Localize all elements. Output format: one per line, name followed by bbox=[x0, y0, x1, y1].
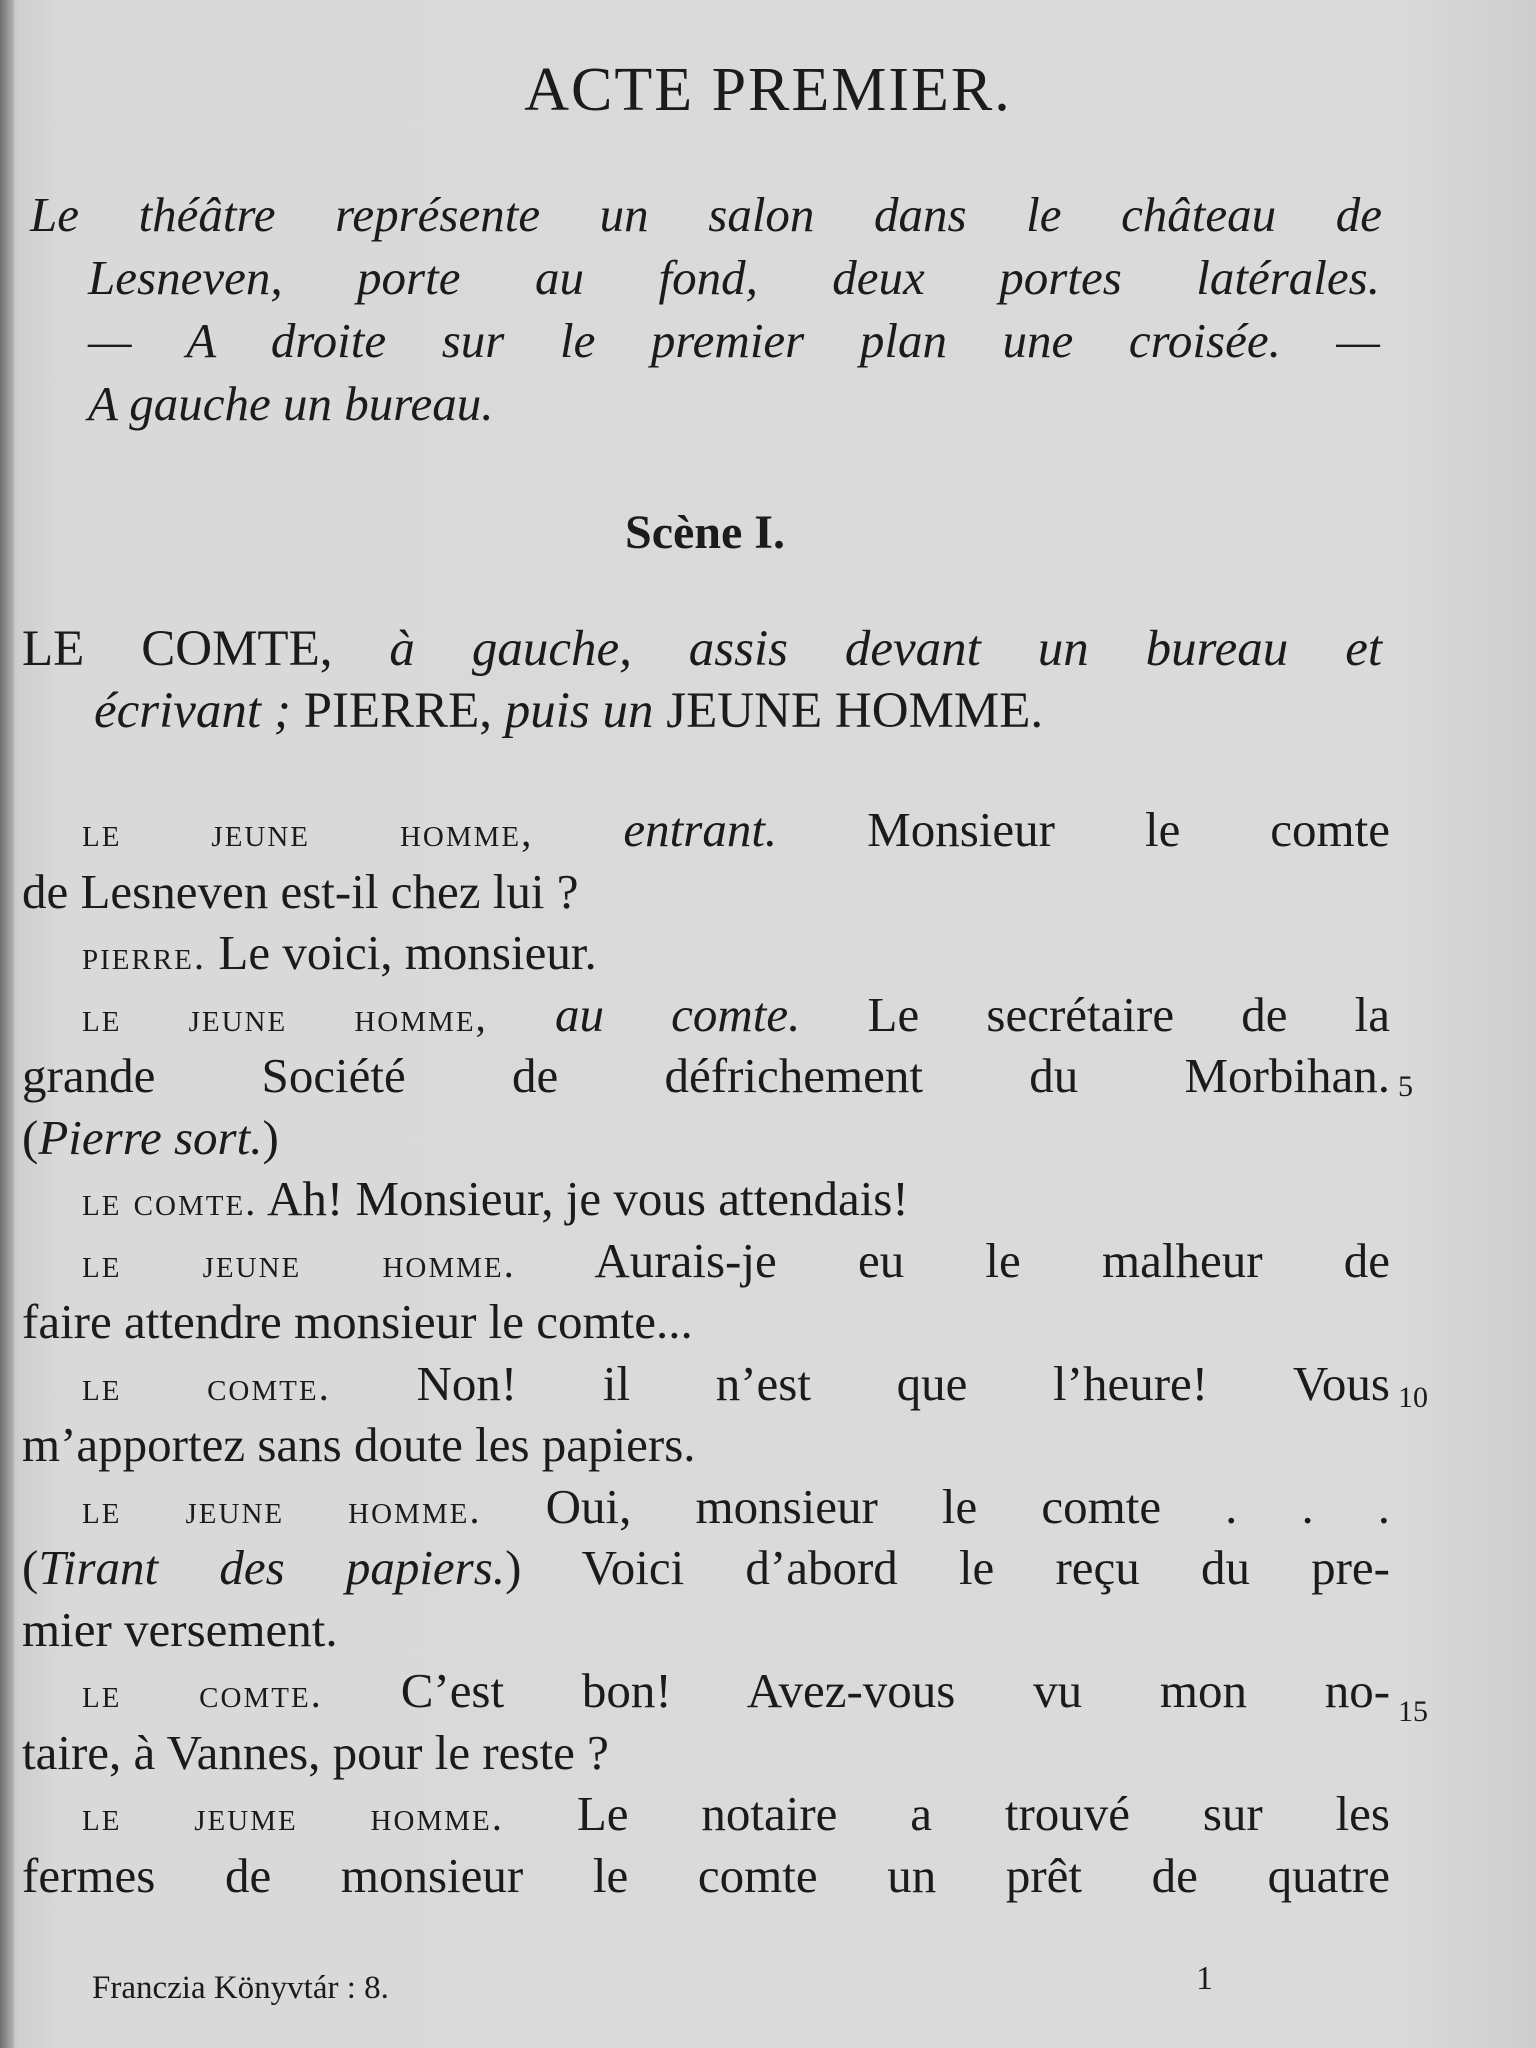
cast-name-jeune-homme: JEUNE HOMME. bbox=[666, 683, 1044, 739]
dialogue-text: ) Voici d’abord le reçu du pre- bbox=[505, 1540, 1390, 1595]
dialogue-line bbox=[82, 923, 1390, 985]
cast-name-pierre: PIERRE, bbox=[303, 683, 493, 739]
dialogue-text: de Lesneven est-il chez lui ? bbox=[22, 863, 579, 919]
dialogue-text: ( bbox=[22, 1540, 39, 1595]
stage-aside: au comte. bbox=[554, 986, 801, 1042]
speaker-name: le jeume homme. bbox=[82, 1793, 504, 1839]
speaker-name: le comte. bbox=[82, 1670, 323, 1716]
dialogue-text: Ah! Monsieur, je vous attendais! bbox=[266, 1171, 909, 1226]
dialogue-line bbox=[22, 1600, 1390, 1660]
dialogue-text: Aurais-je eu le malheur de bbox=[594, 1232, 1390, 1288]
stage-aside: Tirant des papiers. bbox=[38, 1540, 506, 1595]
dialogue-text: Le notaire a trouvé sur les bbox=[576, 1786, 1391, 1841]
speaker-name: le jeune homme, bbox=[82, 809, 534, 855]
dialogue-line bbox=[82, 985, 1390, 1047]
dialogue-text: ( bbox=[22, 1109, 39, 1165]
speaker-name: le jeune homme, bbox=[82, 993, 488, 1040]
dialogue-line bbox=[22, 1046, 1390, 1106]
dialogue-text: ) bbox=[262, 1109, 279, 1165]
dialogue-line bbox=[82, 1661, 1390, 1723]
cast-direction: à gauche, assis devant un bureau et bbox=[389, 621, 1382, 677]
line-number: 10 bbox=[1398, 1381, 1428, 1414]
speaker-name: le jeune homme. bbox=[82, 1485, 482, 1532]
dialogue-line bbox=[82, 1169, 1390, 1231]
dialogue-text: Le voici, monsieur. bbox=[218, 925, 597, 980]
stage-direction-line: A gauche un bureau. bbox=[88, 376, 494, 431]
dialogue-line bbox=[22, 1723, 1390, 1783]
dialogue-text: Non! il n’est que l’heure! Vous bbox=[416, 1355, 1391, 1411]
dialogue-text: fermes de monsieur le comte un prêt de quatre bbox=[22, 1847, 1390, 1903]
scene-title: Scène I. bbox=[625, 506, 785, 559]
dialogue-line bbox=[82, 1354, 1390, 1416]
dialogue-text: Le secrétaire de la bbox=[800, 986, 1391, 1042]
dialogue-line bbox=[22, 1292, 1390, 1352]
dialogue-line bbox=[22, 1538, 1390, 1598]
dialogue-line bbox=[82, 1784, 1390, 1846]
dialogue-line bbox=[22, 1415, 1390, 1475]
cast-line bbox=[22, 680, 1392, 742]
speaker-name: le comte. bbox=[82, 1178, 258, 1224]
page-binding-shadow bbox=[0, 0, 14, 2048]
speaker-name: le comte. bbox=[82, 1362, 331, 1409]
cast-direction: écrivant ; bbox=[94, 683, 291, 739]
cast-name-comte: LE COMTE, bbox=[22, 621, 333, 677]
speaker-name: le jeune homme. bbox=[82, 1239, 516, 1286]
dialogue-text: Oui, monsieur le comte . . . bbox=[545, 1478, 1391, 1534]
dialogue-line bbox=[22, 1846, 1390, 1906]
dialogue-line bbox=[82, 1477, 1390, 1539]
footer-series: Franczia Könyvtár : 8. bbox=[92, 1970, 389, 2006]
dialogue-text: mier versement. bbox=[22, 1601, 338, 1657]
dialogue-text: taire, à Vannes, pour le reste ? bbox=[22, 1724, 609, 1780]
speaker-name: pierre. bbox=[82, 932, 207, 978]
dialogue-text: faire attendre monsieur le comte... bbox=[22, 1294, 693, 1349]
dialogue-line bbox=[22, 862, 1390, 922]
stage-direction bbox=[30, 183, 1390, 435]
dialogue-text: Monsieur le comte bbox=[777, 802, 1391, 857]
dialogue-line bbox=[82, 1231, 1390, 1293]
stage-aside: Pierre sort. bbox=[38, 1109, 263, 1165]
cast-direction: puis un bbox=[504, 683, 654, 739]
dialogue-text: grande Société de défrichement du Morbihan. bbox=[22, 1048, 1390, 1103]
stage-direction-line: Le théâtre représente un salon dans le château de bbox=[30, 187, 1382, 242]
line-number: 15 bbox=[1398, 1695, 1428, 1728]
cast-list bbox=[22, 618, 1392, 742]
footer-signature: 1 bbox=[1196, 1960, 1213, 1997]
stage-direction-line: Lesneven, porte au fond, deux portes latérales. bbox=[88, 250, 1380, 305]
dialogue-line bbox=[82, 800, 1390, 862]
dialogue-text: m’apportez sans doute les papiers. bbox=[22, 1417, 696, 1472]
stage-aside: entrant. bbox=[623, 802, 778, 857]
act-title: ACTE PREMIER. bbox=[524, 56, 1012, 124]
stage-direction-line: — A droite sur le premier plan une croisée. — bbox=[88, 313, 1380, 368]
dialogue-text: C’est bon! Avez-vous vu mon no- bbox=[400, 1663, 1391, 1718]
cast-line bbox=[22, 618, 1382, 680]
dialogue-line bbox=[22, 1108, 1390, 1168]
line-number: 5 bbox=[1398, 1070, 1413, 1103]
